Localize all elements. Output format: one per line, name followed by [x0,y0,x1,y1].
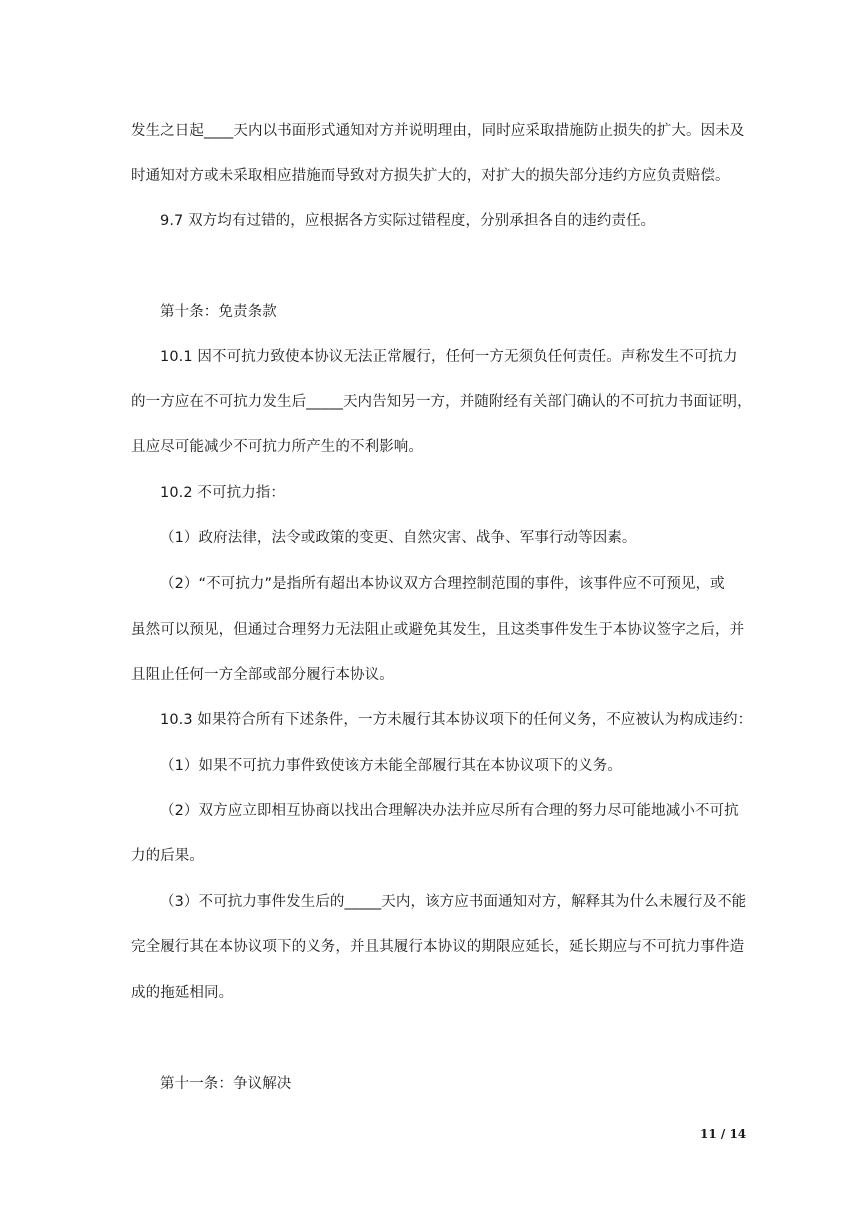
paragraph-line: 10.2 不可抗力指： [160,485,285,501]
paragraph-line: （2）双方应立即相互协商以找出合理解决办法并应尽所有合理的努力尽可能地减小不可抗 [160,803,739,819]
paragraph-line: 9.7 双方均有过错的，应根据各方实际过错程度，分别承担各自的违约责任。 [160,213,656,229]
paragraph-line: 时通知对方或未采取相应措施而导致对方损失扩大的，对扩大的损失部分违约方应负责赔偿。 [131,168,730,184]
paragraph-line: （1）如果不可抗力事件致使该方未能全部履行其在本协议项下的义务。 [160,758,622,774]
section-heading: 第十一条：争议解决 [160,1076,292,1092]
paragraph-line: 成的拖延相同。 [131,985,234,1001]
paragraph-line: 的一方应在不可抗力发生后_____天内告知另一方，并随附经有关部门确认的不可抗力书面证明， [131,394,752,410]
paragraph-line: 10.3 如果符合所有下述条件，一方未履行其本协议项下的任何义务，不应被认为构成违约： [160,712,753,728]
paragraph-line: （2）“不可抗力”是指所有超出本协议双方合理控制范围的事件，该事件应不可预见，或 [160,576,725,592]
paragraph-line: （3）不可抗力事件发生后的_____天内，该方应书面通知对方，解释其为什么未履行及不能 [160,894,747,910]
paragraph-line: 虽然可以预见，但通过合理努力无法阻止或避免其发生，且这类事件发生于本协议签字之后，并 [131,622,745,638]
paragraph-line: 完全履行其在本协议项下的义务，并且其履行本协议的期限应延长，延长期应与不可抗力事件造 [131,939,745,955]
paragraph-line: 10.1 因不可抗力致使本协议无法正常履行，任何一方无须负任何责任。声称发生不可抗力 [160,349,738,365]
paragraph-line: （1）政府法律，法令或政策的变更、自然灾害、战争、军事行动等因素。 [160,530,637,546]
page-number: 11 / 14 [700,1127,747,1141]
paragraph-line: 发生之日起____天内以书面形式通知对方并说明理由，同时应采取措施防止损失的扩大。因未及 [131,123,745,139]
section-heading: 第十条：免责条款 [160,304,277,320]
paragraph-line: 且应尽可能减少不可抗力所产生的不利影响。 [131,439,423,455]
paragraph-line: 力的后果。 [131,848,204,864]
paragraph-line: 且阻止任何一方全部或部分履行本协议。 [131,667,394,683]
